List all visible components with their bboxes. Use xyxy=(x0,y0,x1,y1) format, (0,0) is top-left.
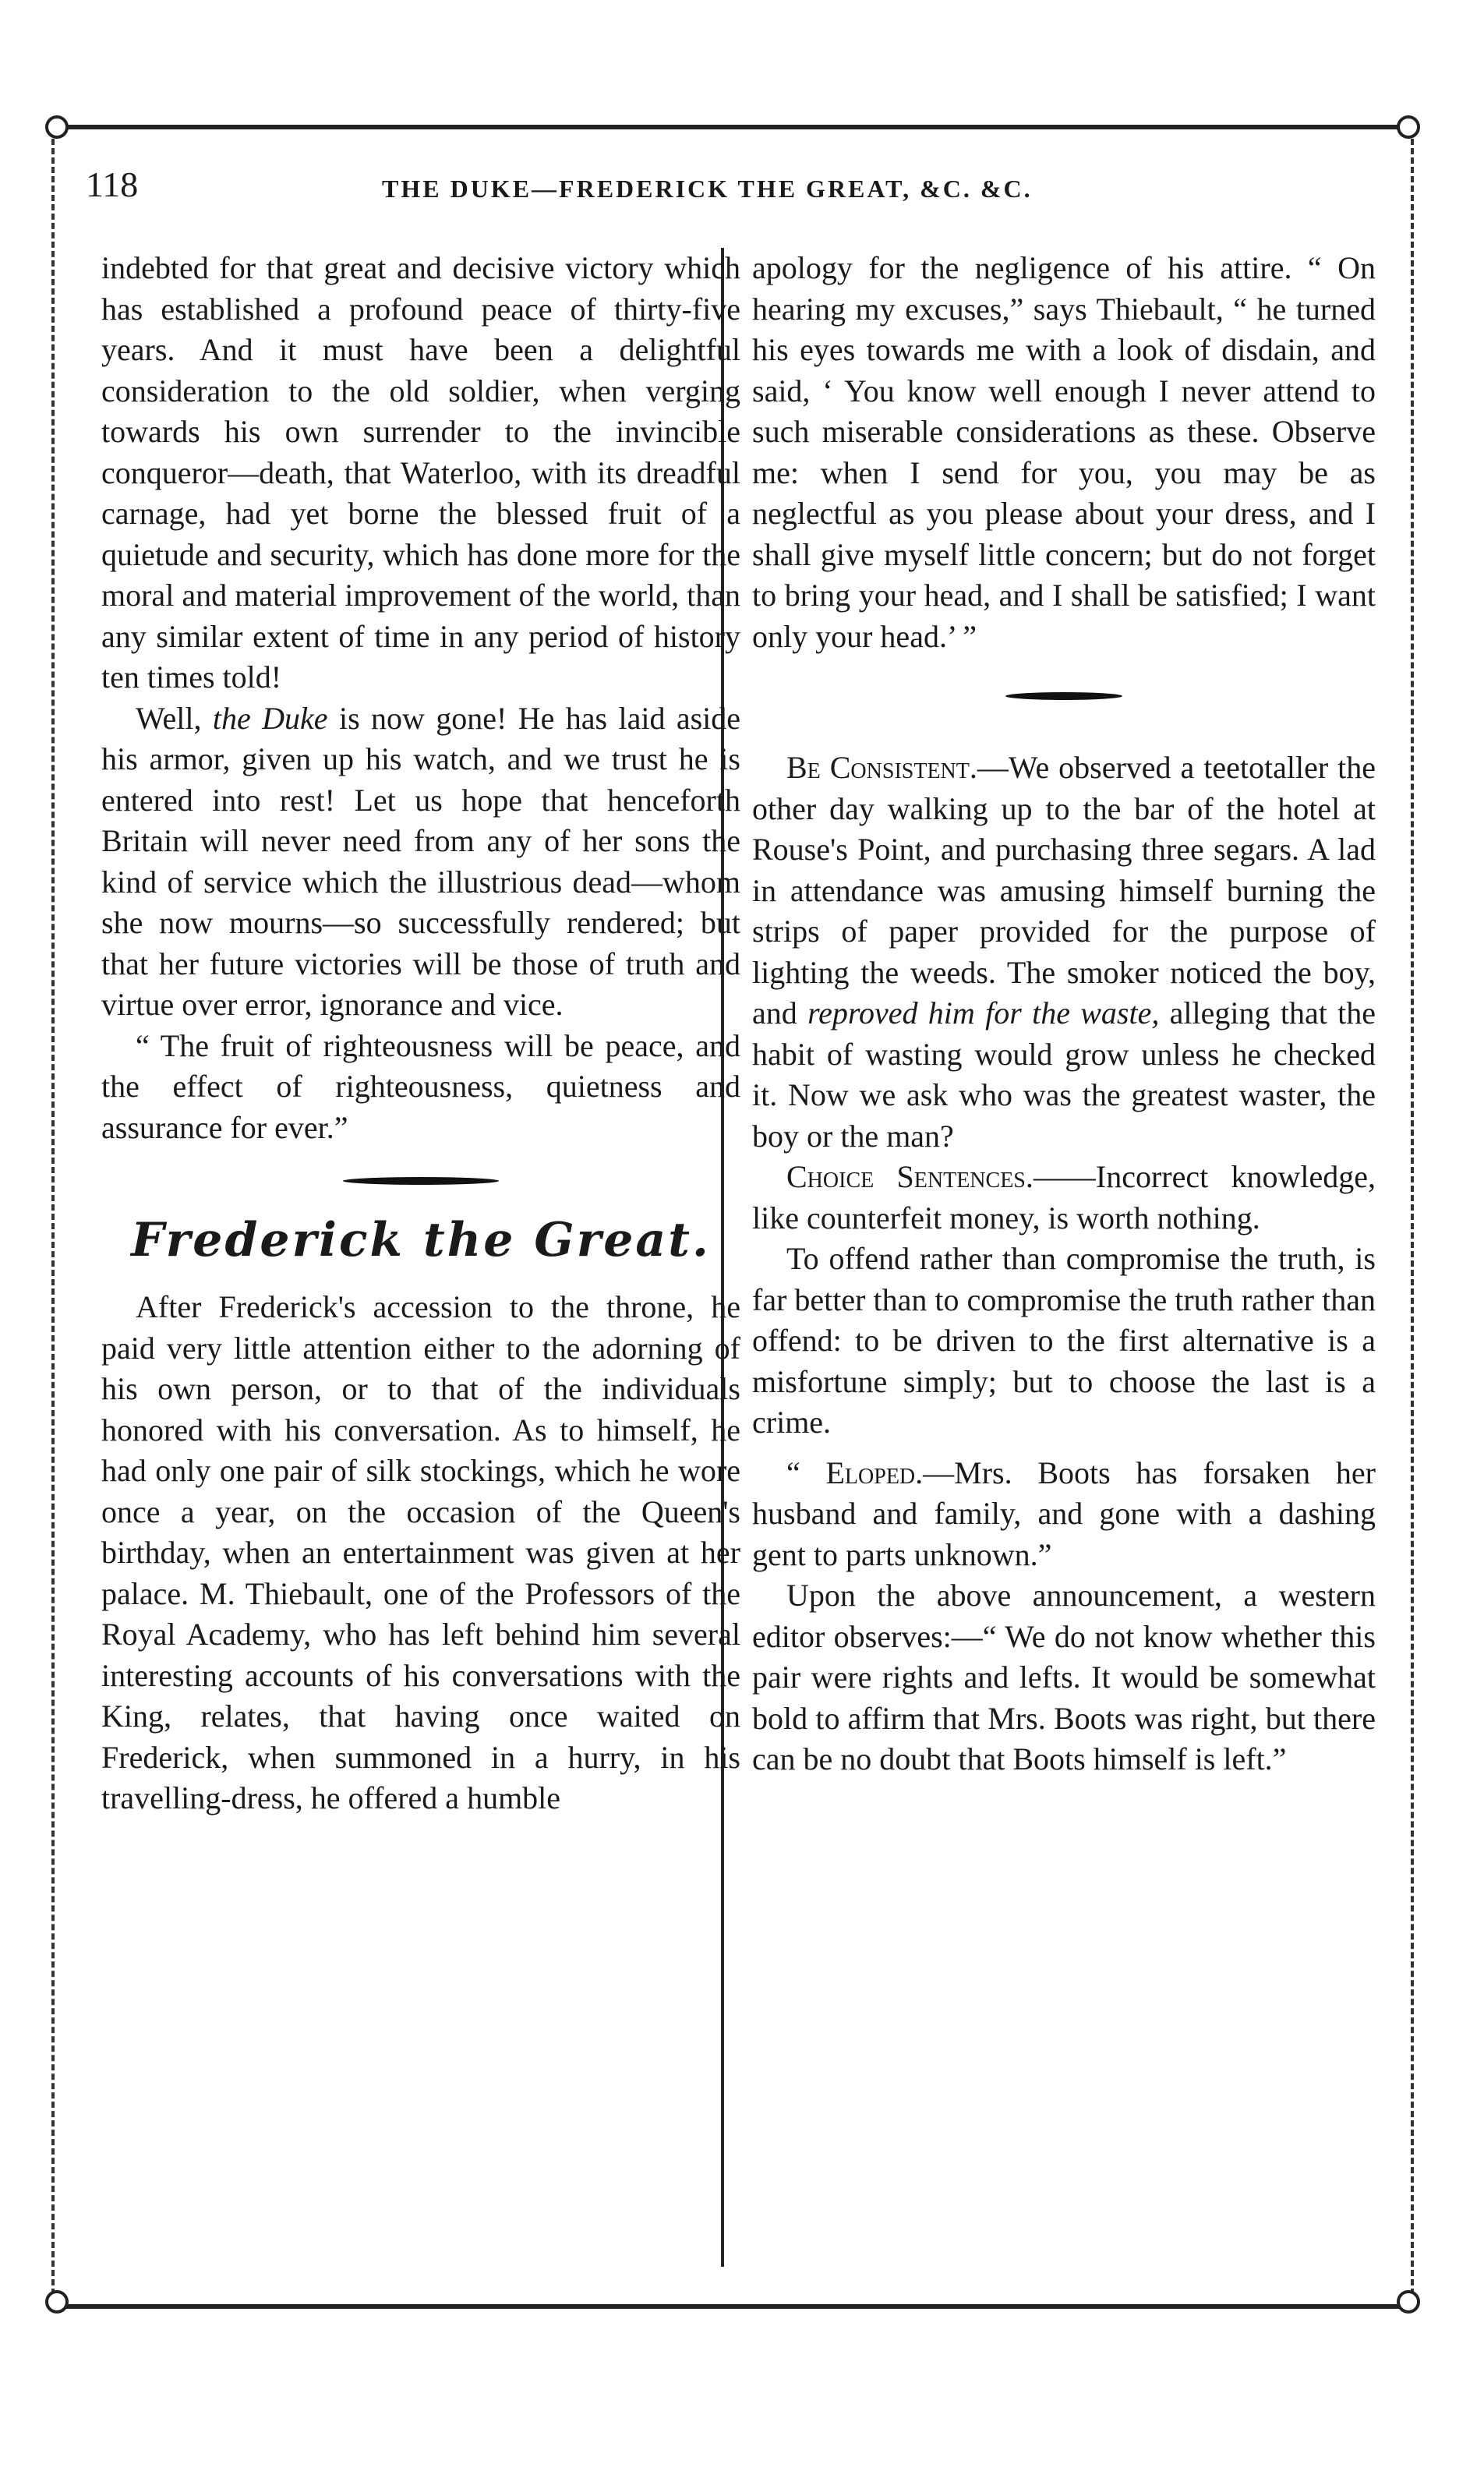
be-consistent-heading: Be Consistent. xyxy=(786,750,977,785)
be-consistent-paragraph: Be Consistent.—We observed a teetotaller the other day walking up to the bar of the hotel at Rouse's Point, and purchasing three segars. A lad in attendance was amusing himself burning the strips of paper provided for the purpose of lighting the weeds. The smoker noticed the boy, and reproved him for the waste, alleging that the habit of wasting would grow unless he checked it. Now we ask who was the greatest waster, the boy or the man? xyxy=(752,750,1376,1154)
corner-ornament-icon xyxy=(1397,2290,1420,2314)
section-divider-ornament-icon xyxy=(752,676,1376,716)
frederick-continuation: apology for the negligence of his attire. “ On hearing my excuses,” says Thiebault, “ he turned his eyes towards me with a look of disdain, and said, ‘ You know well enough I never attend to such miserable considerations as these. Observe me: when I send for you, you may be as neglectful as you please about your dress, and I shall give myself little concern; but do not forget to bring your head, and I shall be satisfied; I want only your head.’ ” xyxy=(752,250,1376,654)
right-column xyxy=(752,248,1376,1780)
corner-ornament-icon xyxy=(45,115,69,139)
frederick-paragraph: After Frederick's accession to the throne, he paid very little attention either to the adorning of his own person, or to that of the individuals honored with his conversation. As to himself, he had only one pair of silk stockings, which he wore once a year, on the occasion of the Queen's birthday, when an entertainment was given at her palace. M. Thiebault, one of the Professors of the Royal Academy, who has left behind him several interesting accounts of his conversations with the King, relates, that having once waited on Frederick, when summoned in a hurry, in his travelling-dress, he offered a humble xyxy=(101,1289,740,1815)
reproved-italic: reproved him for the waste, xyxy=(807,995,1160,1030)
choice-sentences-paragraph: Choice Sentences.——Incorrect knowledge, like counterfeit money, is worth nothing. xyxy=(752,1159,1376,1235)
offend-paragraph: To offend rather than compromise the truth, is far better than to compromise the truth rather than offend: to be driven to the first alternative is a misfortune simply; but to choose the last is a crime. xyxy=(752,1241,1376,1440)
section-divider-ornament-icon xyxy=(101,1161,740,1201)
eloped-paragraph: “ Eloped.—Mrs. Boots has forsaken her husband and family, and gone with a dashing gent to parts unknown.” xyxy=(752,1455,1376,1572)
scripture-quote: “ The fruit of righteousness will be peace, and the effect of righteousness, quietness and assurance for ever.” xyxy=(101,1027,740,1145)
announcement-paragraph: Upon the above announcement, a western editor observes:—“ We do not know whether this pair were rights and lefts. It would be somewhat bold to affirm that Mrs. Boots was right, but there can be no doubt that Boots himself is left.” xyxy=(752,1578,1376,1776)
page-header xyxy=(86,164,1395,210)
section-title: Frederick the Great. xyxy=(131,1213,711,1267)
eloped-heading: “ Eloped. xyxy=(786,1455,924,1490)
running-head: THE DUKE—FREDERICK THE GREAT, &C. &C. xyxy=(382,175,1033,203)
duke-italic: the Duke xyxy=(212,700,328,736)
duke-paragraph-1: indebted for that great and decisive victory which has established a profound peace of thirty-five years. And it must have been a delightful consideration to the old soldier, when verging towards his own surrender to the invincible conqueror—death, that Waterloo, with its dreadful carnage, had yet borne the blessed fruit of a quietude and security, which has done more for the moral and material improvement of the world, than any similar extent of time in any period of history ten times told! xyxy=(101,250,740,695)
duke-paragraph-2: Well, the Duke is now gone! He has laid aside his armor, given up his watch, and we trust he is entered into rest! Let us hope that henceforth Britain will never need from any of her sons the kind of service which the illustrious dead—whom she now mourns—so successfully rendered; but that her future victories will be those of truth and virtue over error, ignorance and vice. xyxy=(101,700,741,1022)
choice-sentences-heading: Choice Sentences. xyxy=(786,1159,1034,1194)
corner-ornament-icon xyxy=(45,2290,69,2314)
left-column xyxy=(101,248,740,1819)
page-number: 118 xyxy=(86,164,139,204)
corner-ornament-icon xyxy=(1397,115,1420,139)
